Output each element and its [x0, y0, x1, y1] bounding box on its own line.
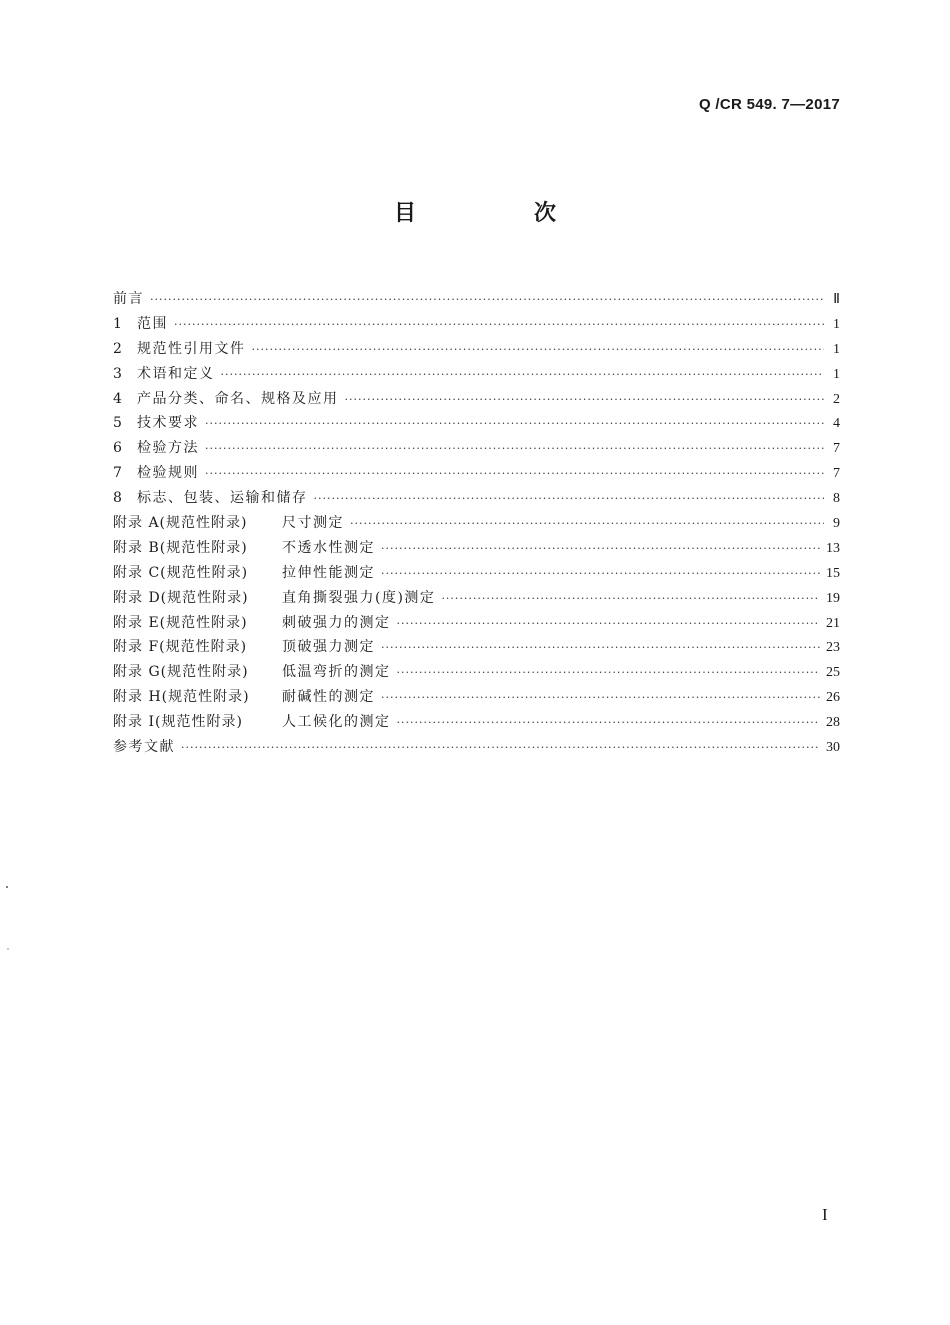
toc-page-number: 9: [833, 516, 840, 532]
toc-label: 标志、包装、运输和储存: [137, 490, 308, 507]
toc-label: 产品分类、命名、规格及应用: [137, 390, 339, 407]
toc-entry-bibliography[interactable]: [113, 735, 840, 760]
toc-entry-appendix-f[interactable]: [113, 635, 840, 660]
toc-appendix-number: 附录 B(规范性附录): [113, 539, 248, 556]
toc-page-number: 21: [826, 615, 840, 631]
toc-label: 检验规则: [137, 465, 199, 482]
toc-entry-appendix-h[interactable]: [113, 685, 840, 710]
toc-leader: [314, 487, 825, 512]
toc-appendix-number: 附录 G(规范性附录): [113, 664, 249, 681]
toc-section-number: 7: [113, 465, 122, 482]
toc-label: 前言: [113, 291, 144, 307]
toc-entry-2[interactable]: [113, 337, 840, 362]
toc-page-number: 30: [826, 740, 840, 756]
toc-leader: [345, 388, 825, 413]
toc-leader: [205, 412, 824, 437]
toc-entry-appendix-e[interactable]: [113, 611, 840, 636]
toc-page-number: 15: [826, 565, 840, 581]
toc-appendix-number: 附录 H(规范性附录): [113, 689, 250, 706]
toc-label: 参考文献: [113, 739, 175, 756]
toc-label: 低温弯折的测定: [282, 664, 391, 681]
toc-page-number: 7: [833, 466, 840, 482]
page-number: I: [822, 1205, 828, 1224]
toc-entry-5[interactable]: [113, 411, 840, 436]
toc-leader: [150, 288, 824, 313]
toc-leader: [381, 562, 820, 587]
toc-label: 规范性引用文件: [137, 340, 246, 357]
toc-leader: [397, 661, 821, 686]
toc-page-number: Ⅱ: [833, 292, 840, 307]
toc-label: 耐碱性的测定: [282, 689, 375, 706]
toc-entry-appendix-d[interactable]: [113, 586, 840, 611]
toc-label: 直角撕裂强力(度)测定: [282, 589, 436, 606]
toc-leader: [381, 537, 820, 562]
toc-label: 刺破强力的测定: [282, 614, 391, 631]
toc-leader: [205, 462, 824, 487]
toc-appendix-number: 附录 A(规范性附录): [113, 515, 248, 532]
toc-section-number: 6: [113, 440, 122, 457]
toc-page-number: 2: [833, 391, 840, 407]
toc-page-number: 28: [826, 715, 840, 731]
toc-section-number: 3: [113, 365, 122, 382]
toc-section-number: 1: [113, 315, 122, 332]
toc-label: 拉伸性能测定: [282, 564, 375, 581]
toc-page-number: 8: [833, 491, 840, 507]
toc-page-number: 23: [826, 640, 840, 656]
toc-appendix-number: 附录 I(规范性附录): [113, 714, 243, 731]
toc-page-number: 1: [833, 316, 840, 332]
toc-label: 范围: [137, 315, 168, 332]
toc-page-number: 13: [826, 540, 840, 556]
page-title: 目 次: [393, 201, 604, 226]
toc-page-number: 26: [826, 690, 840, 706]
toc-label: 技术要求: [137, 415, 199, 432]
toc-appendix-number: 附录 E(规范性附录): [113, 614, 248, 631]
toc-entry-appendix-c[interactable]: [113, 561, 840, 586]
toc-leader: [252, 338, 825, 363]
toc-section-number: 2: [113, 340, 122, 357]
toc-entry-3[interactable]: [113, 362, 840, 387]
toc-appendix-number: 附录 D(规范性附录): [113, 589, 249, 606]
toc-page-number: 19: [826, 590, 840, 606]
toc-entry-appendix-g[interactable]: [113, 660, 840, 685]
toc-label: 尺寸测定: [282, 515, 344, 532]
table-of-contents: [113, 287, 840, 760]
toc-leader: [381, 686, 820, 711]
toc-leader: [174, 313, 824, 338]
toc-entry-6[interactable]: [113, 436, 840, 461]
toc-leader: [397, 612, 821, 637]
toc-entry-appendix-b[interactable]: [113, 536, 840, 561]
toc-entry-1[interactable]: [113, 312, 840, 337]
toc-appendix-number: 附录 C(规范性附录): [113, 564, 249, 581]
toc-page-number: 7: [833, 441, 840, 457]
toc-label: 检验方法: [137, 440, 199, 457]
toc-entry-appendix-a[interactable]: [113, 511, 840, 536]
toc-label: 顶破强力测定: [282, 639, 375, 656]
toc-page-number: 25: [826, 665, 840, 681]
toc-entry-8[interactable]: [113, 486, 840, 511]
toc-leader: [350, 512, 824, 537]
toc-section-number: 4: [113, 390, 122, 407]
toc-leader: [205, 437, 824, 462]
toc-appendix-number: 附录 F(规范性附录): [113, 639, 248, 656]
toc-leader: [181, 736, 820, 761]
toc-entry-foreword[interactable]: [113, 287, 840, 312]
toc-label: 术语和定义: [137, 365, 215, 382]
toc-leader: [397, 711, 821, 736]
toc-leader: [381, 636, 820, 661]
toc-entry-appendix-i[interactable]: [113, 710, 840, 735]
toc-page-number: 1: [833, 341, 840, 357]
toc-page-number: 4: [833, 416, 840, 432]
toc-section-number: 8: [113, 490, 122, 507]
toc-entry-7[interactable]: [113, 461, 840, 486]
toc-entry-4[interactable]: [113, 387, 840, 412]
toc-leader: [221, 363, 825, 388]
toc-section-number: 5: [113, 415, 122, 432]
toc-leader: [441, 587, 820, 612]
scan-speck: [6, 886, 8, 888]
document-code: Q /CR 549. 7—2017: [698, 96, 840, 113]
toc-page-number: 1: [833, 366, 840, 382]
scan-speck: [7, 948, 9, 950]
toc-label: 不透水性测定: [282, 539, 375, 556]
toc-label: 人工候化的测定: [282, 714, 391, 731]
